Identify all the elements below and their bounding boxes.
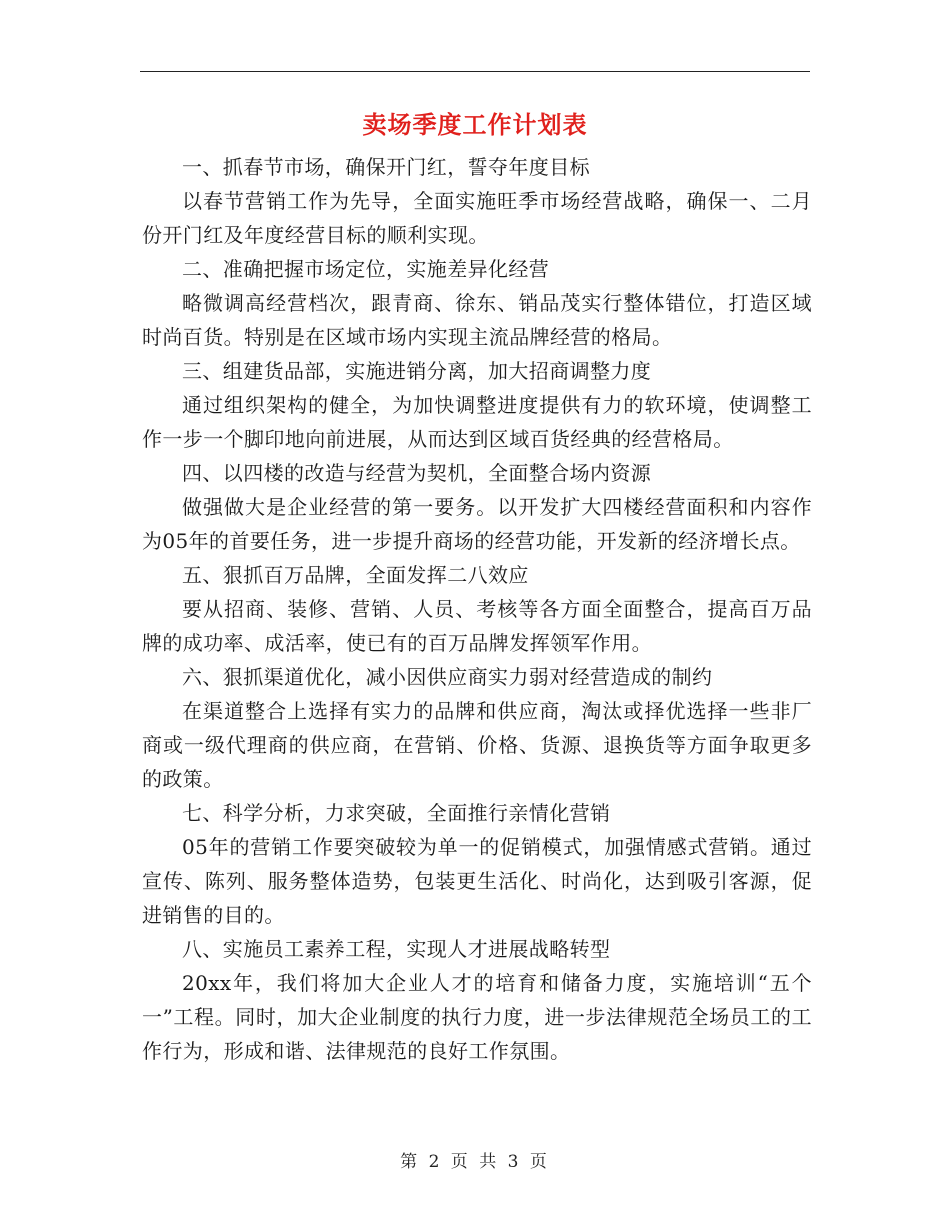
section-heading-1: 一、抓春节市场，确保开门红，誓夺年度目标 — [182, 155, 590, 179]
section-body-4: 做强做大是企业经营的第一要务。以开发扩大四楼经营面积和内容作为05年的首要任务，进一步提升商场的经营功能，开发新的经济增长点。 — [142, 495, 812, 553]
section-heading-3: 三、组建货品部，实施进销分离，加大招商调整力度 — [182, 359, 652, 383]
section-body-1: 以春节营销工作为先导，全面实施旺季市场经营战略，确保一、二月份开门红及年度经营目标的顺利实现。 — [142, 189, 812, 247]
section-body-5: 要从招商、装修、营销、人员、考核等各方面全面整合，提高百万品牌的成功率、成活率，使已有的百万品牌发挥领军作用。 — [142, 597, 812, 655]
section-body-3: 通过组织架构的健全，为加快调整进度提供有力的软环境，使调整工作一步一个脚印地向前进展，从而达到区域百货经典的经营格局。 — [142, 393, 812, 451]
section-body-2: 略微调高经营档次，跟青商、徐东、销品茂实行整体错位，打造区域时尚百货。特别是在区域市场内实现主流品牌经营的格局。 — [142, 291, 812, 349]
page-number: 第 2 页 共 3 页 — [400, 1152, 550, 1172]
section-heading-5: 五、狠抓百万品牌，全面发挥二八效应 — [182, 563, 529, 587]
section-heading-7: 七、科学分析，力求突破，全面推行亲情化营销 — [182, 801, 611, 825]
section-body-6: 在渠道整合上选择有实力的品牌和供应商，淘汰或择优选择一些非厂商或一级代理商的供应商，在营销、价格、货源、退换货等方面争取更多的政策。 — [142, 699, 812, 791]
header-rule — [140, 71, 810, 72]
section-body-8: 20xx年，我们将加大企业人才的培育和储备力度，实施培训“五个一”工程。同时，加大企业制度的执行力度，进一步法律规范全场员工的工作行为，形成和谐、法律规范的良好工作氛围。 — [142, 971, 812, 1063]
document-title: 卖场季度工作计划表 — [362, 110, 588, 139]
document-body — [142, 150, 812, 1068]
section-body-7: 05年的营销工作要突破较为单一的促销模式，加强情感式营销。通过宣传、陈列、服务整体造势，包装更生活化、时尚化，达到吸引客源，促进销售的目的。 — [142, 835, 812, 927]
section-heading-2: 二、准确把握市场定位，实施差异化经营 — [182, 257, 550, 281]
section-heading-8: 八、实施员工素养工程，实现人才进展战略转型 — [182, 937, 611, 961]
section-heading-4: 四、以四楼的改造与经营为契机，全面整合场内资源 — [182, 461, 652, 485]
section-heading-6: 六、狠抓渠道优化，减小因供应商实力弱对经营造成的制约 — [182, 665, 713, 689]
